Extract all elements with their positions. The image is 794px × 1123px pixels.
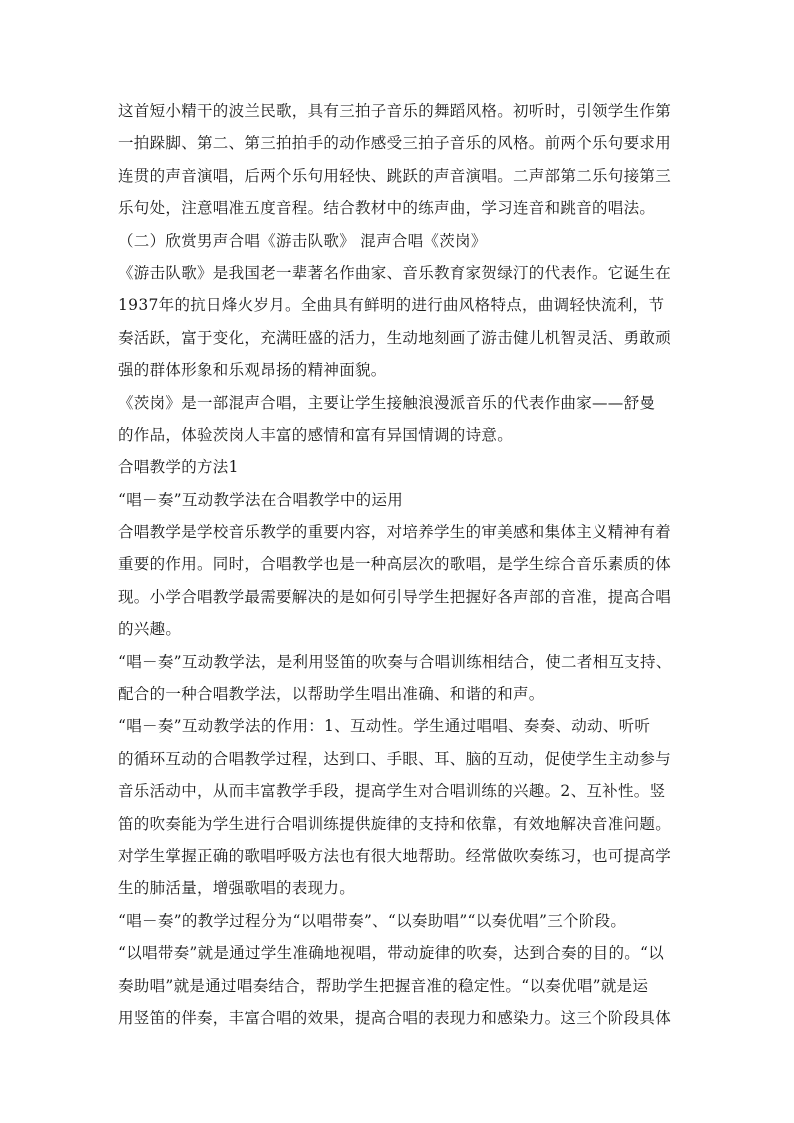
text-line: 1937年的抗日烽火岁月。全曲具有鲜明的进行曲风格特点，曲调轻快流利，节 (118, 296, 665, 315)
text-line: “唱－奏”的教学过程分为“以唱带奏”、“以奏助唱”“以奏优唱”三个阶段。 (118, 911, 627, 930)
text-line: 奏活跃，富于变化，充满旺盛的活力，生动地刻画了游击健儿机智灵活、勇敢顽 (118, 328, 672, 347)
text-line: 合唱教学是学校音乐教学的重要内容，对培养学生的审美感和集体主义精神有着 (118, 523, 672, 542)
text-line: 一拍跺脚、第二、第三拍拍手的动作感受三拍子音乐的风格。前两个乐句要求用 (118, 134, 672, 153)
section-heading: （二）欣赏男声合唱《游击队歌》 混声合唱《茨岗》 (118, 231, 487, 250)
text-line: “唱－奏”互动教学法，是利用竖笛的吹奏与合唱训练相结合，使二者相互支持、 (118, 652, 672, 671)
text-line: 的兴趣。 (118, 620, 182, 639)
text-line: “唱－奏”互动教学法的作用：1、互动性。学生通过唱唱、奏奏、动动、听听 (118, 717, 651, 736)
text-line: 生的肺活量，增强歌唱的表现力。 (118, 879, 356, 898)
text-line: 《游击队歌》是我国老一辈著名作曲家、音乐教育家贺绿汀的代表作。它诞生在 (118, 263, 672, 282)
section-heading: 合唱教学的方法1 (118, 458, 239, 477)
text-line: 配合的一种合唱教学法，以帮助学生唱出准确、和谐的和声。 (118, 685, 545, 704)
text-line: 这首短小精干的波兰民歌，具有三拍子音乐的舞蹈风格。初听时，引领学生作第 (118, 102, 672, 120)
text-line: 强的群体形象和乐观昂扬的精神面貌。 (118, 361, 387, 380)
text-line: 音乐活动中，从而丰富教学手段，提高学生对合唱训练的兴趣。2、互补性。竖 (118, 782, 666, 801)
text-line: 用竖笛的伴奏，丰富合唱的效果，提高合唱的表现力和感染力。这三个阶段具体 (118, 1008, 672, 1027)
document-body (118, 95, 686, 1034)
text-line: 《茨岗》是一部混声合唱，主要让学生接触浪漫派音乐的代表作曲家——舒曼 (118, 393, 656, 412)
text-line: 现。小学合唱教学最需要解决的是如何引导学生把握好各声部的音准，提高合唱 (118, 587, 672, 606)
text-line: 连贯的声音演唱，后两个乐句用轻快、跳跃的声音演唱。二声部第二乐句接第三 (118, 166, 672, 185)
text-line: 乐句处，注意唱准五度音程。结合教材中的练声曲，学习连音和跳音的唱法。 (118, 199, 656, 218)
text-line: 重要的作用。同时，合唱教学也是一种高层次的歌唱，是学生综合音乐素质的体 (118, 555, 672, 574)
text-line: “以唱带奏”就是通过学生准确地视唱，带动旋律的吹奏，达到合奏的目的。“以 (118, 944, 665, 963)
text-line: 的作品，体验茨岗人丰富的感情和富有异国情调的诗意。 (118, 425, 514, 444)
section-heading: “唱－奏”互动教学法在合唱教学中的运用 (118, 490, 404, 509)
text-line: 笛的吹奏能为学生进行合唱训练提供旋律的支持和依靠，有效地解决音准问题。 (118, 814, 672, 833)
text-line: 奏助唱”就是通过唱奏结合，帮助学生把握音准的稳定性。“以奏优唱”就是运 (118, 976, 649, 995)
text-line: 的循环互动的合唱教学过程，达到口、手眼、耳、脑的互动，促使学生主动参与 (118, 749, 672, 768)
text-line: 对学生掌握正确的歌唱呼吸方法也有很大地帮助。经常做吹奏练习，也可提高学 (118, 846, 672, 865)
